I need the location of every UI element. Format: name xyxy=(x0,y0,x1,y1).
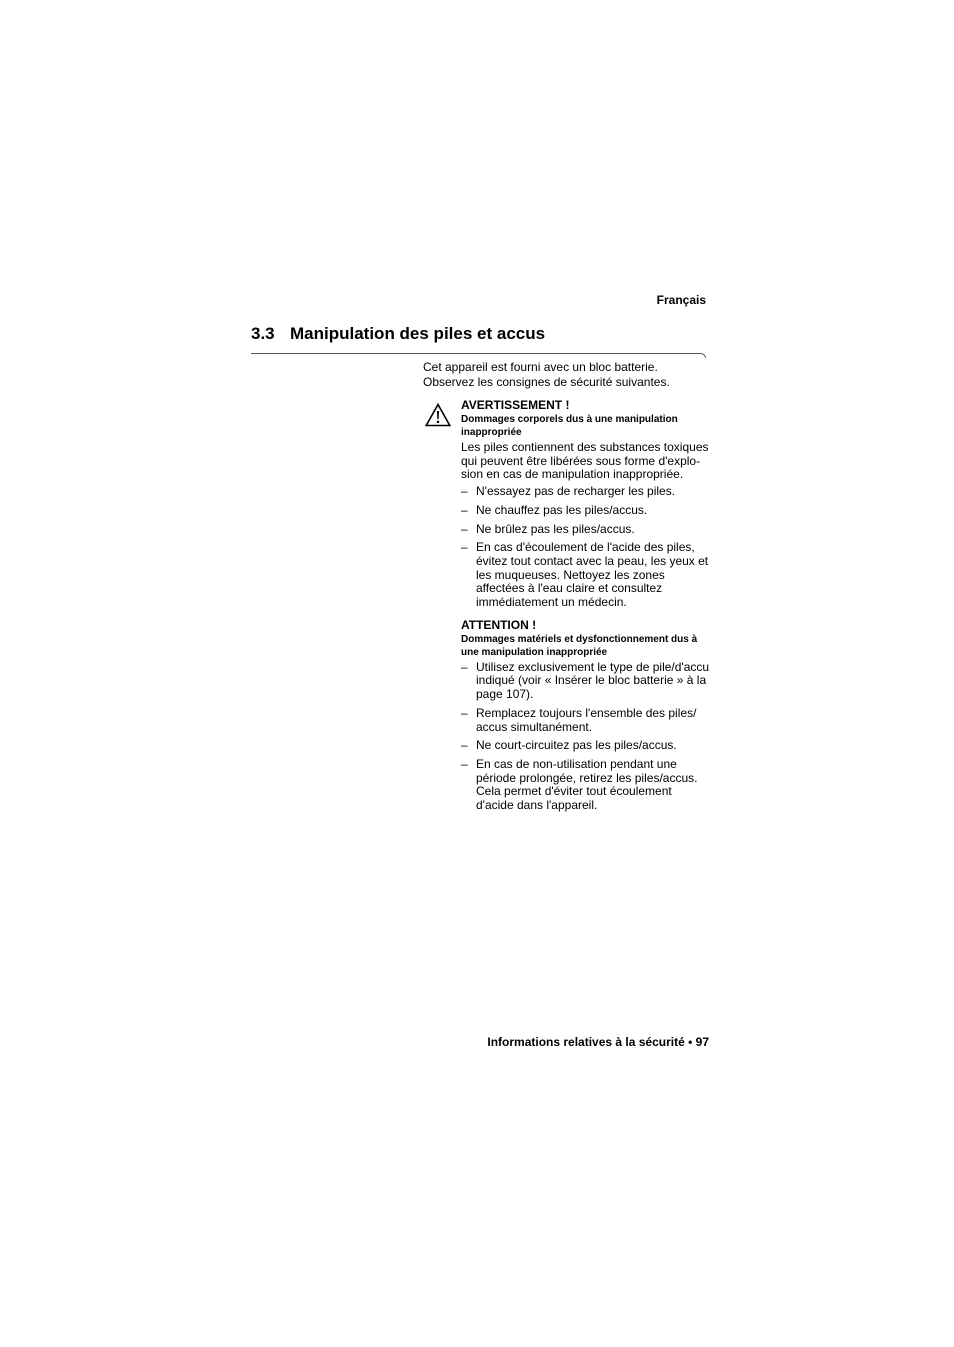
list-item: – En cas de non-utilisation pendant une période prolongée, retirez les piles/accus. Cela permet d'éviter tout écoulement d'acide dans l'appareil. xyxy=(461,758,711,813)
section-number: 3.3 xyxy=(251,324,275,343)
caution-subtitle: Dommages matériels et dysfonctionnement dus à une manipulation inappropriée xyxy=(461,633,698,658)
safety-content xyxy=(461,398,711,818)
section-divider xyxy=(251,349,706,358)
intro-paragraph: Cet appareil est fourni avec un bloc batterie. Observez les consignes de sécurité suivantes. xyxy=(423,360,670,389)
caution-label: ATTENTION ! xyxy=(461,617,537,632)
warning-list xyxy=(461,485,711,610)
caution-list xyxy=(461,661,711,813)
list-item: – Ne court-circuitez pas les piles/accus. xyxy=(461,739,711,753)
list-item: – En cas d'écoulement de l'acide des piles, évitez tout contact avec la peau, les yeux et les muqueuses. Nettoyez les zones affectées à l'eau claire et consultez immédiatement un médecin. xyxy=(461,541,711,610)
warning-label: AVERTISSEMENT ! xyxy=(461,398,570,412)
section-heading xyxy=(251,324,545,344)
caution-block xyxy=(461,618,711,813)
warning-triangle-icon xyxy=(425,403,451,427)
list-item: – N'essayez pas de recharger les piles. xyxy=(461,485,711,499)
page-footer: Informations relatives à la sécurité • 97 xyxy=(487,1035,709,1049)
language-label: Français xyxy=(656,293,706,307)
list-item: – Remplacez toujours l'ensemble des piles/ accus simultanément. xyxy=(461,707,711,734)
list-item: – Ne brûlez pas les piles/accus. xyxy=(461,523,711,537)
list-item: – Utilisez exclusivement le type de pile/d'accu indiqué (voir « Insérer le bloc batterie » à la page 107). xyxy=(461,661,711,702)
warning-subtitle: Dommages corporels dus à une manipulation inappropriée xyxy=(461,414,678,438)
list-item: – Ne chauffez pas les piles/accus. xyxy=(461,504,711,518)
section-title: Manipulation des piles et accus xyxy=(290,324,546,343)
warning-text: Les piles contiennent des substances toxiques qui peuvent être libérées sous forme d'explo-sion en cas de manipulation inappropriée. xyxy=(461,440,709,482)
